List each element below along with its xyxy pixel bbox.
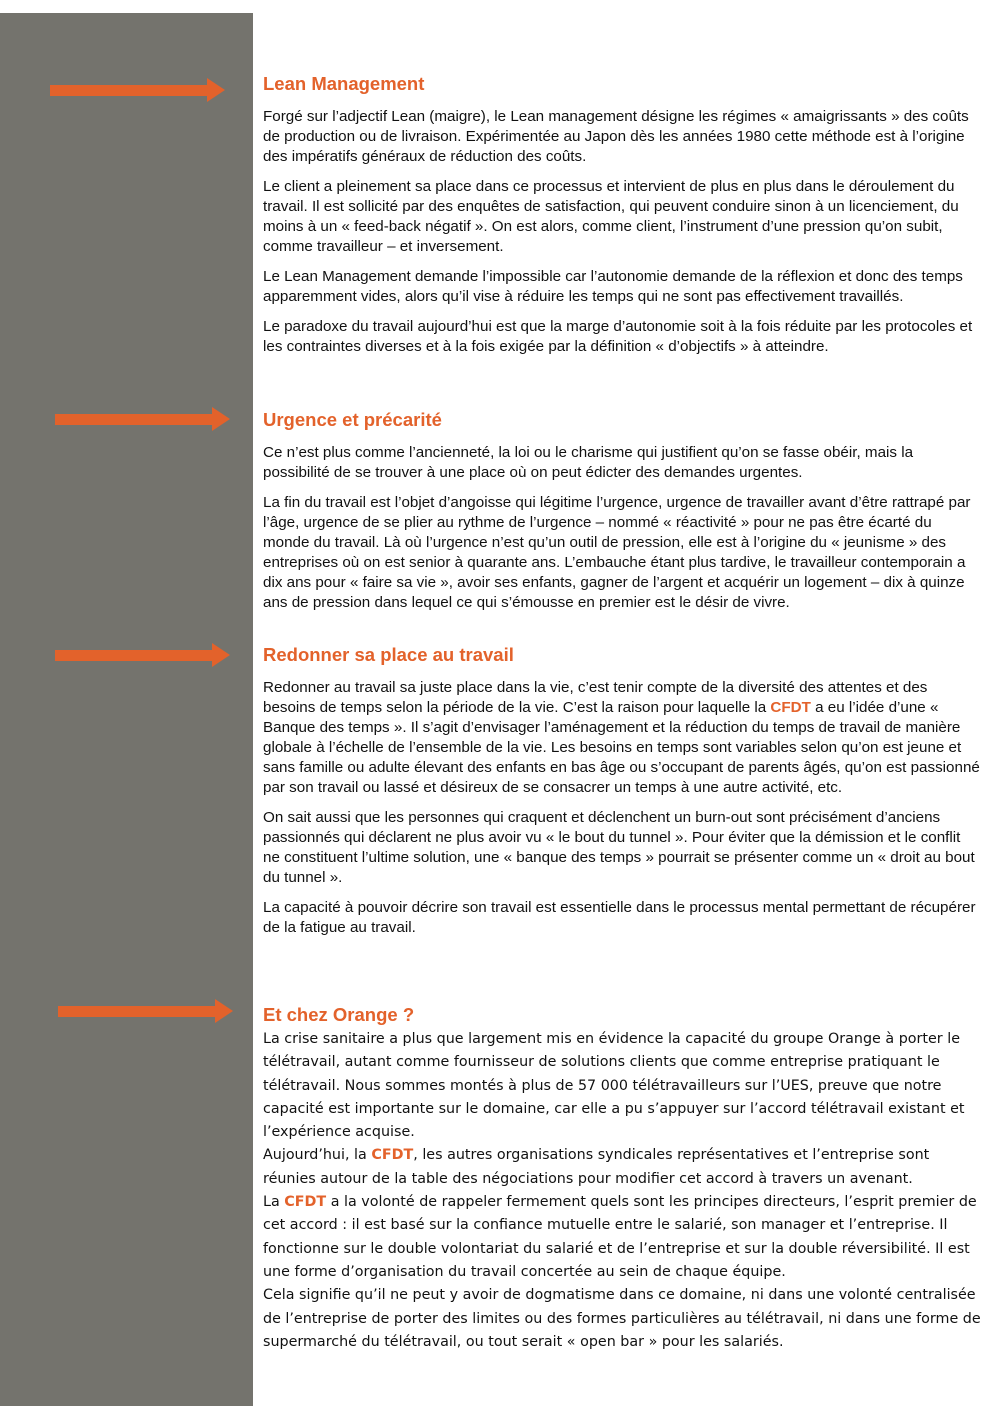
cfdt-highlight: CFDT <box>284 1194 327 1211</box>
paragraph: Cela signifie qu’il ne peut y avoir de dogmatisme dans ce domaine, ni dans une volonté centralisée de l’entreprise de porter des limites ou des formes particulières au télétravail, ni dans une forme de supermarché du télétravail, ou tout serait « open bar » pour les salariés. <box>263 1287 981 1350</box>
text-run: La <box>263 1194 285 1211</box>
text-run: Aujourd’hui, la <box>263 1147 372 1164</box>
section-title: Et chez Orange ? <box>263 1004 415 1025</box>
text-run: a la volonté de rappeler fermement quels sont les principes directeurs, l’esprit premier de cet accord : il est basé sur la confiance mutuelle entre le salarié, son manager et l’entreprise. Il fonctionne sur le double volontariat du salarié et de l’entreprise et sur la double réversibilité. Il est une forme d’organisation du travail concertée au sein de chaque équipe. <box>263 1194 977 1280</box>
paragraph: Le paradoxe du travail aujourd’hui est que la marge d’autonomie soit à la fois réduite par les protocoles et les contraintes diverses et à la fois exigée par la définition « d’objectifs » à atteindre. <box>263 318 973 355</box>
text-run: a eu l’idée d’une « Banque des temps ». Il s’agit d’envisager l’aménagement et la réduction du temps de travail de manière globale à l’échelle de l’ensemble de la vie. Les besoins en temps sont variables selon qu’on est jeune et sans famille ou adulte élevant des enfants en bas âge ou s’occupant de parents âgés, qu’on est passionné par son travail ou lassé et désireux de se consacrer un temps à une autre activité, etc. <box>263 699 980 796</box>
section-title: Lean Management <box>263 73 425 94</box>
arrow-icon <box>50 78 225 102</box>
section-lean-management <box>263 72 981 367</box>
paragraph: La capacité à pouvoir décrire son travail est essentielle dans le processus mental permettant de récupérer de la fatigue au travail. <box>263 899 976 936</box>
paragraph: On sait aussi que les personnes qui craquent et déclenchent un burn-out sont précisément d’anciens passionnés qui déclarent ne plus avoir vu « le bout du tunnel ». Pour éviter que la démission et le conflit ne constituent l’ultime solution, une « banque des temps » pourrait se présenter comme un « droit au bout du tunnel ». <box>263 809 975 886</box>
paragraph: Le Lean Management demande l’impossible car l’autonomie demande de la réflexion et donc des temps apparemment vides, alors qu’il vise à réduire les temps qui ne sont pas effectivement travaillés. <box>263 268 963 305</box>
paragraph: Le client a pleinement sa place dans ce processus et intervient de plus en plus dans le déroulement du travail. Il est sollicité par des enquêtes de satisfaction, qui peuvent conduire sinon à un licenciement, du moins à un « feed-back négatif ». On est alors, comme client, l’instrument d’une pression qu’on subit, comme travailleur – et inversement. <box>263 178 959 255</box>
section-et-chez-orange <box>263 1003 981 1354</box>
paragraph <box>263 1191 981 1284</box>
section-title: Urgence et précarité <box>263 409 442 430</box>
paragraph: La fin du travail est l’objet d’angoisse qui légitime l’urgence, urgence de travailler avant d’être rattrapé par l’âge, urgence de se plier au rythme de l’urgence – nommé « réactivité » pour ne pas être écarté du monde du travail. Là où l’urgence n’est qu’un outil de pression, elle est à l’origine du « jeunisme » des entreprises où on est senior à quarante ans. L’embauche étant plus tardive, le travailleur contemporain a dix ans pour « faire sa vie », avoir ses enfants, gagner de l’argent et acquérir un logement – dix à quinze ans de pression dans lequel ce qui s’émousse en premier est le désir de vivre. <box>263 494 971 611</box>
paragraph <box>263 678 981 798</box>
text-run: , les autres organisations syndicales représentatives et l’entreprise sont réunies autour de la table des négociations pour modifier cet accord à travers un avenant. <box>263 1147 930 1187</box>
text-run: Redonner au travail sa juste place dans la vie, c’est tenir compte de la diversité des attentes et des besoins de temps selon la période de la vie. C’est la raison pour laquelle la <box>263 679 928 716</box>
section-title: Redonner sa place au travail <box>263 644 514 665</box>
cfdt-highlight: CFDT <box>371 1147 414 1164</box>
paragraph: La crise sanitaire a plus que largement mis en évidence la capacité du groupe Orange à porter le télétravail, autant comme fournisseur de solutions clients que comme entreprise pratiquant le télétravail. Nous sommes montés à plus de 57 000 télétravailleurs sur l’UES, preuve que notre capacité est importante sur le domaine, car elle a pu s’appuyer sur l’accord télétravail existant et l’expérience acquise. <box>263 1031 965 1141</box>
paragraph <box>263 1144 981 1191</box>
paragraph: Forgé sur l’adjectif Lean (maigre), le Lean management désigne les régimes « amaigrissants » des coûts de production ou de livraison. Expérimentée au Japon dès les années 1980 cette méthode est à l’origine des impératifs généraux de réduction des coûts. <box>263 108 969 165</box>
arrow-icon <box>58 999 233 1023</box>
arrow-icon <box>55 643 230 667</box>
section-urgence-precarite <box>263 408 981 623</box>
arrow-icon <box>55 407 230 431</box>
section-redonner-sa-place <box>263 643 981 948</box>
sidebar-band <box>0 13 253 1406</box>
cfdt-highlight: CFDT <box>770 699 811 716</box>
paragraph: Ce n’est plus comme l’ancienneté, la loi ou le charisme qui justifient qu’on se fasse obéir, mais la possibilité de se trouver à une place où on peut édicter des demandes urgentes. <box>263 444 914 481</box>
